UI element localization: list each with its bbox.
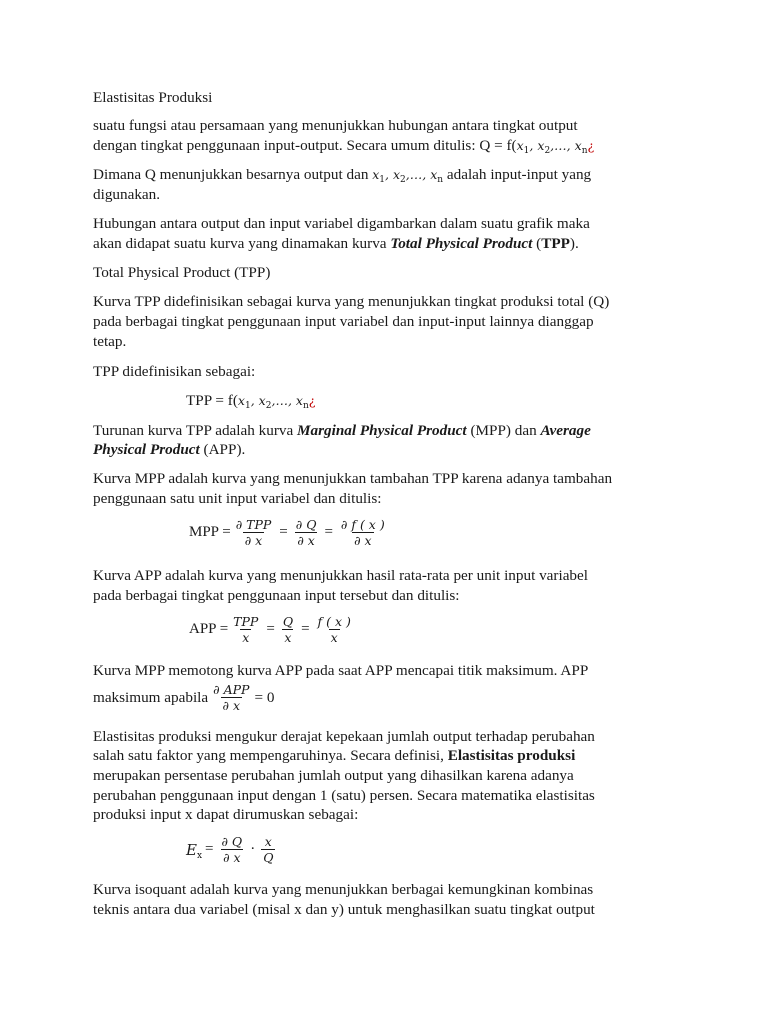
equation-tpp: TPP = $f(x_1$, $x_2,\dots$, $x_n¿$	[186, 392, 316, 411]
paragraph-line: Kurva TPP didefinisikan sebagai kurva yang menunjukkan tingkat produksi total (Q)	[93, 293, 610, 310]
paragraph-line: pada berbagai tingkat penggunaan input variabel dan input-input lainnya dianggap	[93, 313, 594, 330]
math-sequence: $x_1$, $x_2,\dots$, $x_n$	[372, 167, 444, 185]
paragraph-line: penggunaan satu unit input variabel dan ditulis:	[93, 490, 382, 507]
equation-app: APP = $\frac{\text{TPP}}{x}$ = $\frac{Q}{x}$ = $\frac{f ( x )}{x}$	[189, 614, 351, 645]
paragraph-line: tetap.	[93, 333, 127, 350]
paragraph-line: teknis antara dua variabel (misal x dan y) untuk menghasilkan suatu tingkat output	[93, 901, 595, 918]
text-span: adalah input-input yang	[446, 166, 592, 183]
term-mpp: Marginal Physical Product	[297, 422, 467, 439]
text-span: dengan tingkat penggunaan input-output. Secara umum ditulis: Q = f(	[93, 137, 517, 154]
term-tpp: Total Physical Product	[390, 235, 533, 252]
paragraph-line: suatu fungsi atau persamaan yang menunjukkan hubungan antara tingkat output	[93, 117, 578, 134]
paragraph-line: Turunan kurva TPP adalah kurva Marginal Physical Product (MPP) dan Average	[93, 422, 591, 439]
paragraph-line: digunakan.	[93, 186, 161, 203]
paragraph-line	[93, 136, 594, 158]
paragraph-line: Kurva MPP memotong kurva APP pada saat APP mencapai titik maksimum. APP	[93, 662, 589, 679]
equation-elasticity: $E_x$ = $\frac{\partial Q}{\partial x}$ · $\frac{x}{Q}$	[186, 834, 274, 865]
paragraph-line: produksi input x dapat dirumuskan sebagai:	[93, 806, 359, 823]
paragraph-line: TPP didefinisikan sebagai:	[93, 363, 256, 380]
paragraph-line: perubahan penggunaan input dengan 1 (satu) persen. Secara matematika elastisitas	[93, 787, 595, 804]
paragraph-line: Kurva APP adalah kurva yang menunjukkan hasil rata-rata per unit input variabel	[93, 567, 588, 584]
paragraph-line: maksimum apabila $\frac{\text{∂ APP}}{\partial x}$ = 0	[93, 682, 275, 713]
paragraph-line: salah satu faktor yang mempengaruhinya. Secara definisi, Elastisitas produksi	[93, 747, 576, 764]
paragraph-line: Kurva MPP adalah kurva yang menunjukkan tambahan TPP karena adanya tambahan	[93, 470, 613, 487]
equation-mpp: MPP = $\frac{\text{∂ TPP}}{\partial x}$ = $\frac{\partial Q}{\partial x}$ = $\frac{\partial f ( x )}{\partial x}$	[189, 517, 385, 548]
term-app: Average	[540, 422, 591, 439]
paragraph-line	[93, 165, 591, 187]
paragraph-line: Kurva isoquant adalah kurva yang menunjukkan berbagai kemungkinan kombinas	[93, 881, 594, 898]
doc-title: Elastisitas Produksi	[93, 89, 213, 106]
math-sequence: $x_1$, $x_2,\dots$, $x_n¿$	[516, 138, 595, 156]
paragraph-line: Hubungan antara output dan input variabel digambarkan dalam suatu grafik maka	[93, 215, 590, 232]
section-heading: Total Physical Product (TPP)	[93, 264, 271, 281]
paragraph-line: Physical Product (APP).	[93, 441, 246, 458]
term-elastisitas: Elastisitas produksi	[447, 747, 576, 764]
paragraph-line: akan didapat suatu kurva yang dinamakan kurva Total Physical Product (TPP).	[93, 235, 579, 252]
paragraph-line: Elastisitas produksi mengukur derajat kepekaan jumlah output terhadap perubahan	[93, 728, 595, 745]
paragraph-line: pada berbagai tingkat penggunaan input tersebut dan ditulis:	[93, 587, 460, 604]
paragraph-line: merupakan persentase perubahan jumlah output yang dihasilkan karena adanya	[93, 767, 574, 784]
text-span: Dimana Q menunjukkan besarnya output dan	[93, 166, 369, 183]
